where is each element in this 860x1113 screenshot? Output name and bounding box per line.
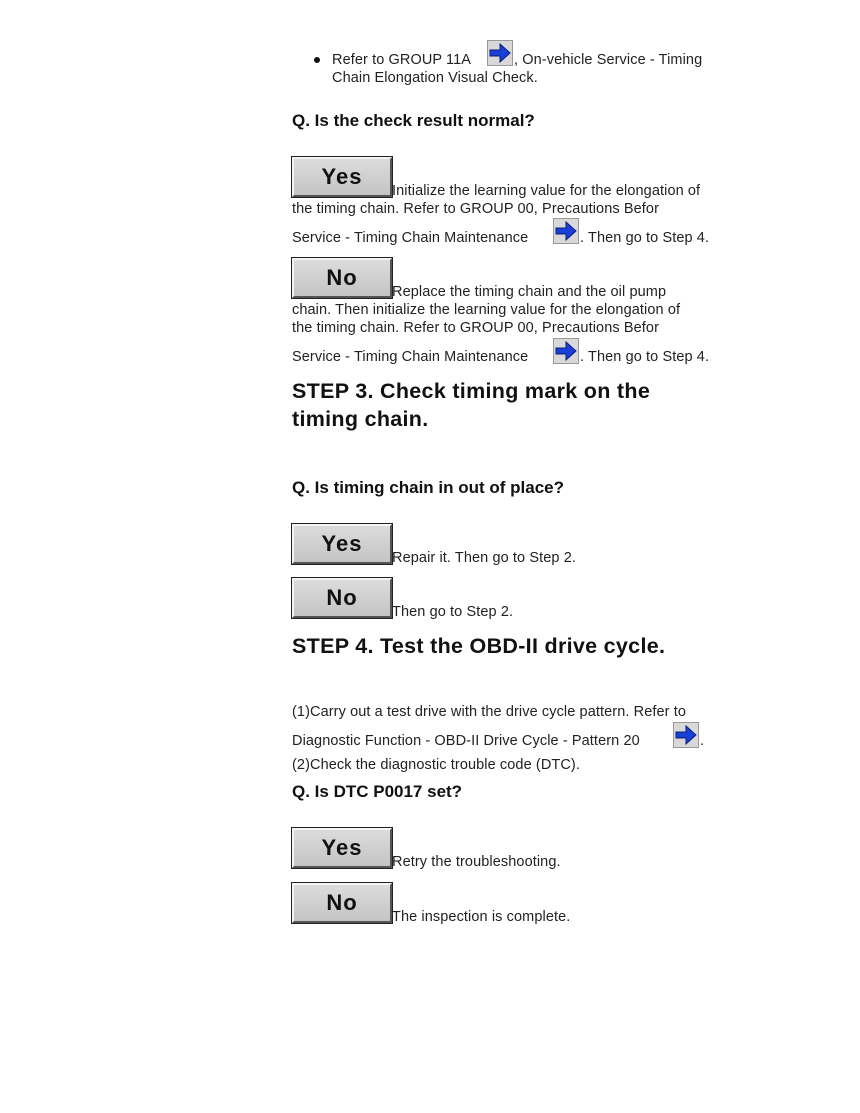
step3-title-line-1: STEP 3. Check timing mark on the <box>292 379 651 403</box>
arrow-link-icon[interactable] <box>673 722 699 748</box>
no-button[interactable]: No <box>292 258 392 298</box>
step4-no-button[interactable]: No <box>292 883 392 923</box>
bullet-text-a: Refer to GROUP 11A <box>332 52 472 68</box>
step4-question: Q. Is DTC P0017 set? <box>292 782 463 801</box>
bullet-dot <box>314 57 320 63</box>
step3-question: Q. Is timing chain in out of place? <box>292 478 565 497</box>
yes-button[interactable]: Yes <box>292 157 392 197</box>
no-text-line-1: Replace the timing chain and the oil pump <box>392 284 667 300</box>
step4-para-1-line-2a: Diagnostic Function - OBD-II Drive Cycle - Pattern 20 <box>292 733 640 749</box>
step4-para-1-line-2b: . <box>700 733 705 749</box>
step4-yes-text: Retry the troubleshooting. <box>392 854 561 870</box>
step3-yes-button[interactable]: Yes <box>292 524 392 564</box>
yes-text-line-3b: . Then go to Step 4. <box>580 230 710 246</box>
no-text-line-2: chain. Then initialize the learning value for the elongation of <box>292 302 681 318</box>
arrow-link-icon[interactable] <box>553 218 579 244</box>
step4-no-text: The inspection is complete. <box>392 909 571 925</box>
no-text-line-4b: . Then go to Step 4. <box>580 349 710 365</box>
yes-text-line-2: the timing chain. Refer to GROUP 00, Precautions Befor <box>292 201 660 217</box>
step3-yes-text: Repair it. Then go to Step 2. <box>392 550 576 566</box>
step4-title: STEP 4. Test the OBD-II drive cycle. <box>292 634 666 658</box>
yes-text-line-3a: Service - Timing Chain Maintenance <box>292 230 529 246</box>
step3-no-text: Then go to Step 2. <box>392 604 514 620</box>
bullet-line-2: Chain Elongation Visual Check. <box>332 70 538 86</box>
yes-text-line-1: Initialize the learning value for the elongation of <box>392 183 701 199</box>
step3-title-line-2: timing chain. <box>292 407 429 431</box>
step4-para-2: (2)Check the diagnostic trouble code (DTC). <box>292 757 580 773</box>
bullet-line-1b: , On-vehicle Service - Timing <box>514 52 703 68</box>
step4-yes-button[interactable]: Yes <box>292 828 392 868</box>
bullet-line-1 <box>332 51 471 69</box>
step4-para-1-line-1: (1)Carry out a test drive with the drive cycle pattern. Refer to <box>292 704 687 720</box>
arrow-link-icon[interactable] <box>487 40 513 66</box>
question-1: Q. Is the check result normal? <box>292 111 535 130</box>
no-text-line-4a: Service - Timing Chain Maintenance <box>292 349 529 365</box>
arrow-link-icon[interactable] <box>553 338 579 364</box>
step3-no-button[interactable]: No <box>292 578 392 618</box>
no-text-line-3: the timing chain. Refer to GROUP 00, Precautions Befor <box>292 320 660 336</box>
